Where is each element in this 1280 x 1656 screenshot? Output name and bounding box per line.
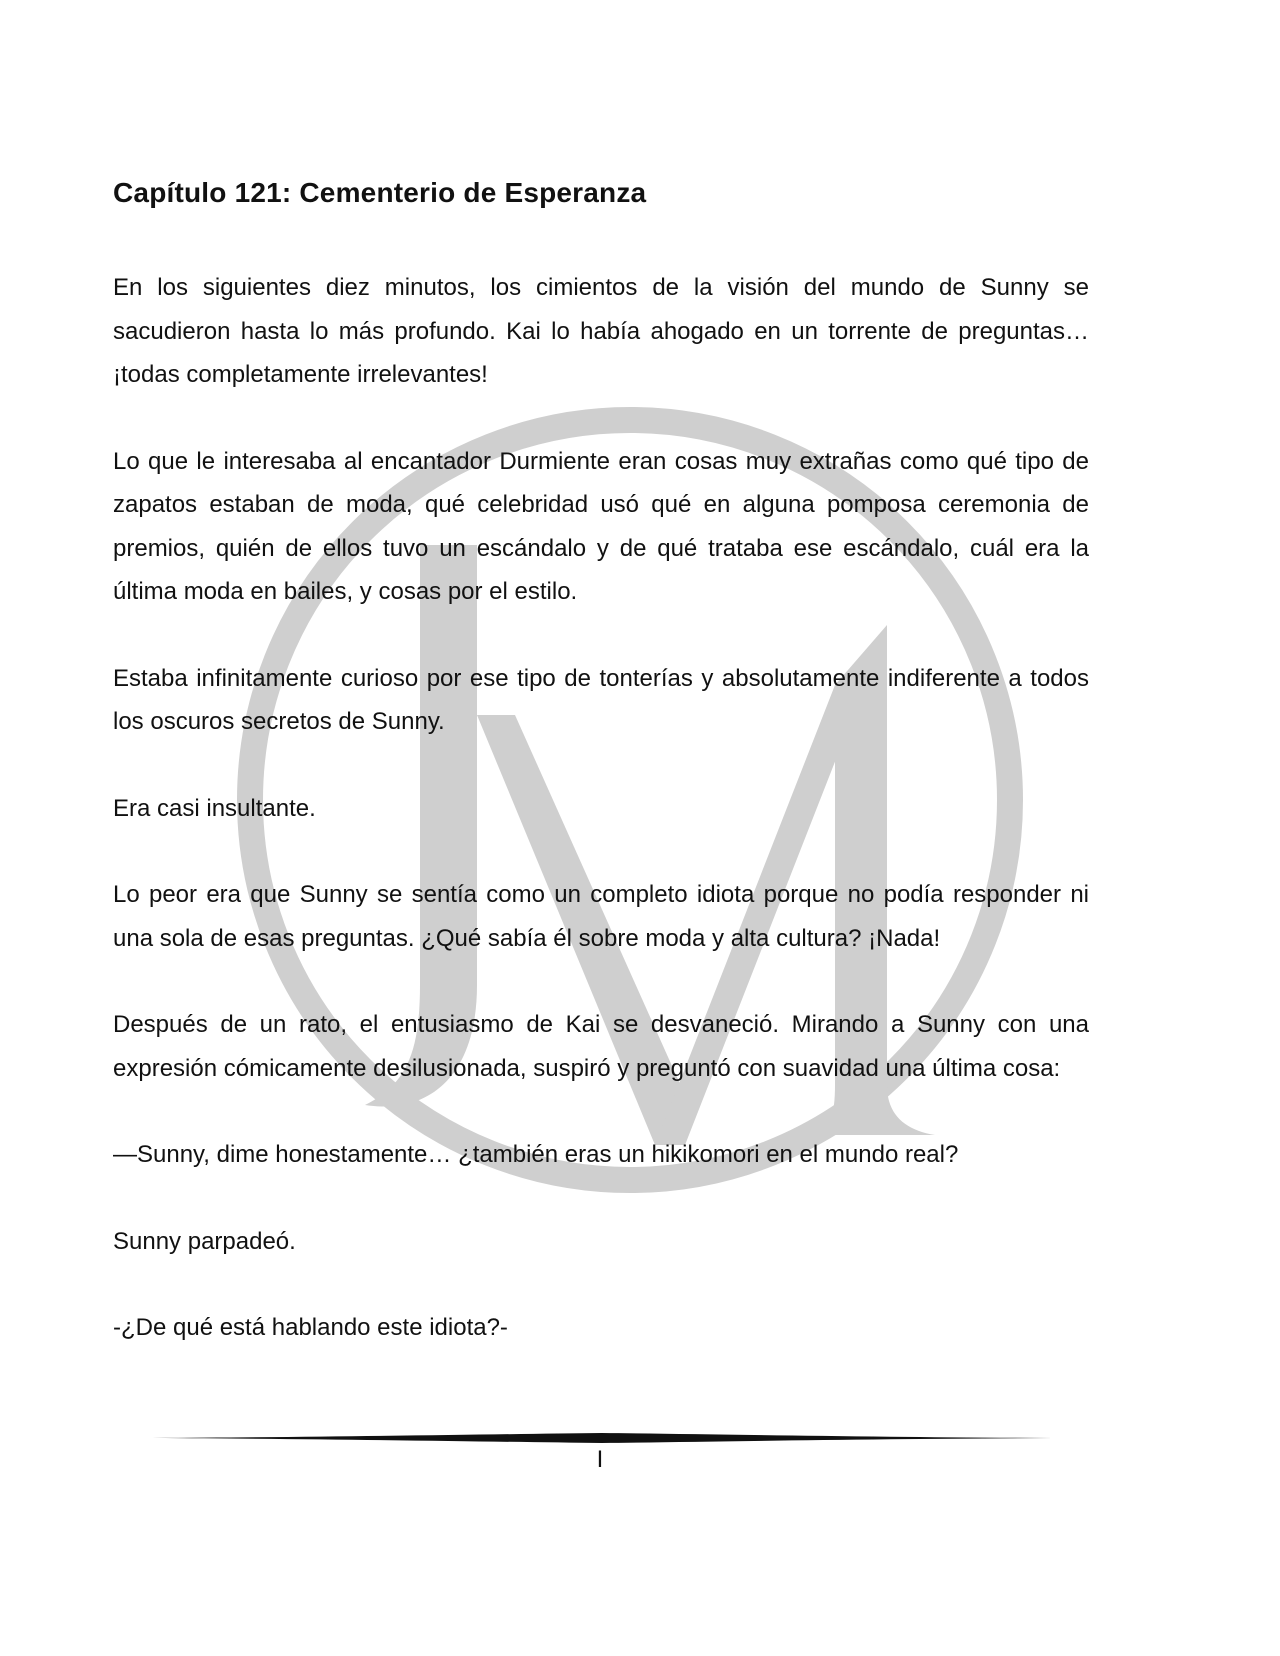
- page-number: I: [596, 1446, 604, 1473]
- footer-divider: [152, 1432, 1052, 1444]
- paragraph-3: Estaba infinitamente curioso por ese tipo de tonterías y absolutamente indiferente a todos los oscuros secretos de Sunny.: [113, 664, 1089, 735]
- paragraph-6: Después de un rato, el entusiasmo de Kai se desvaneció. Mirando a Sunny con una expresión cómicamente desilusionada, suspiró y preguntó con suavidad una última cosa:: [113, 1011, 1089, 1082]
- paragraph-1: En los siguientes diez minutos, los cimientos de la visión del mundo de Sunny se sacudieron hasta lo más profundo. Kai lo había ahogado en un torrente de preguntas… ¡todas completamente irrelevantes!: [113, 274, 1089, 388]
- paragraph-7: —Sunny, dime honestamente… ¿también eras un hikikomori en el mundo real?: [113, 1141, 959, 1168]
- page-content: [113, 172, 1089, 1393]
- paragraph-4: Era casi insultante.: [113, 794, 316, 822]
- paragraph-8: Sunny parpadeó.: [113, 1227, 296, 1255]
- paragraph-9: -¿De qué está hablando este idiota?-: [113, 1314, 508, 1341]
- chapter-title: Capítulo 121: Cementerio de Esperanza: [113, 177, 647, 208]
- paragraph-5: Lo peor era que Sunny se sentía como un completo idiota porque no podía responder ni una sola de esas preguntas. ¿Qué sabía él sobre moda y alta cultura? ¡Nada!: [113, 881, 1089, 952]
- paragraph-2: Lo que le interesaba al encantador Durmiente eran cosas muy extrañas como qué tipo de zapatos estaban de moda, qué celebridad usó qué en alguna pomposa ceremonia de premios, quién de ellos tuvo un escándalo y de qué trataba ese escándalo, cuál era la última moda en bailes, y cosas por el estilo.: [113, 447, 1089, 605]
